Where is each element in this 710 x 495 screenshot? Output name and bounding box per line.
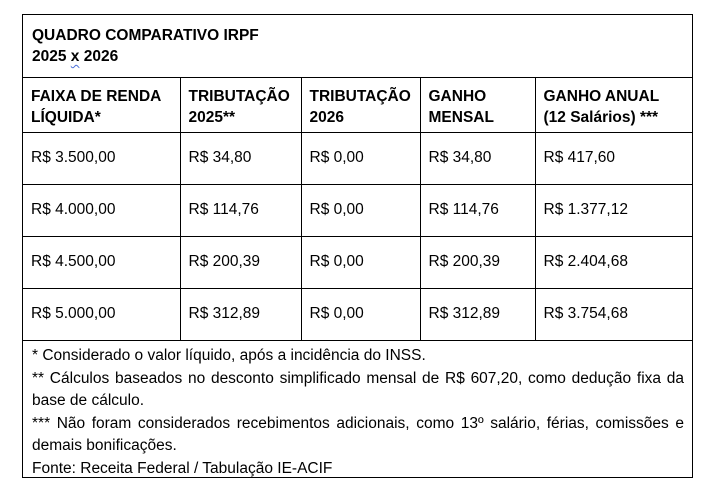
title-year-a: 2025 [32,48,67,65]
cell-faixa-renda: R$ 3.500,00 [23,132,180,184]
footnote-recebimentos-adicionais: *** Não foram considerados recebimentos adicionais, como 13º salário, férias, comissões e demais bonificações. [32,414,684,454]
cell-ganho-anual: R$ 1.377,12 [535,184,692,236]
title-year-b: 2026 [83,48,119,65]
table-row [23,132,692,184]
table-header-row [23,78,692,132]
cell-ganho-mensal: R$ 200,39 [420,236,535,288]
header-tributacao-2025: TRIBUTAÇÃO 2025** [180,78,301,132]
comparison-table-frame [22,14,693,478]
header-ganho-mensal: GANHO MENSAL [420,78,535,132]
table-row [23,288,692,340]
table-title-years [32,46,692,67]
cell-tributacao-2026: R$ 0,00 [301,236,420,288]
cell-faixa-renda: R$ 4.500,00 [23,236,180,288]
comparison-table [23,78,692,341]
cell-tributacao-2025: R$ 114,76 [180,184,301,236]
cell-tributacao-2026: R$ 0,00 [301,288,420,340]
title-year-separator: x [70,48,80,65]
table-row [23,184,692,236]
cell-tributacao-2026: R$ 0,00 [301,132,420,184]
cell-tributacao-2025: R$ 34,80 [180,132,301,184]
table-row [23,236,692,288]
cell-ganho-mensal: R$ 114,76 [420,184,535,236]
cell-tributacao-2025: R$ 200,39 [180,236,301,288]
footnote-liquido: * Considerado o valor líquido, após a incidência do INSS. [32,347,426,364]
cell-faixa-renda: R$ 4.000,00 [23,184,180,236]
cell-ganho-anual: R$ 417,60 [535,132,692,184]
cell-tributacao-2025: R$ 312,89 [180,288,301,340]
footnote-fonte: Fonte: Receita Federal / Tabulação IE-ACIF [32,459,333,477]
table-title [23,15,692,78]
header-faixa-renda: FAIXA DE RENDA LÍQUIDA* [23,78,180,132]
table-title-main: QUADRO COMPARATIVO IRPF [32,27,259,44]
cell-ganho-anual: R$ 3.754,68 [535,288,692,340]
cell-ganho-mensal: R$ 312,89 [420,288,535,340]
cell-faixa-renda: R$ 5.000,00 [23,288,180,340]
header-tributacao-2026: TRIBUTAÇÃO 2026 [301,78,420,132]
cell-ganho-anual: R$ 2.404,68 [535,236,692,288]
table-footnotes [23,342,692,480]
cell-ganho-mensal: R$ 34,80 [420,132,535,184]
header-ganho-anual: GANHO ANUAL (12 Salários) *** [535,78,692,132]
cell-tributacao-2026: R$ 0,00 [301,184,420,236]
footnote-desconto-simplificado: ** Cálculos baseados no desconto simplificado mensal de R$ 607,20, como dedução fixa da base de cálculo. [32,369,684,409]
